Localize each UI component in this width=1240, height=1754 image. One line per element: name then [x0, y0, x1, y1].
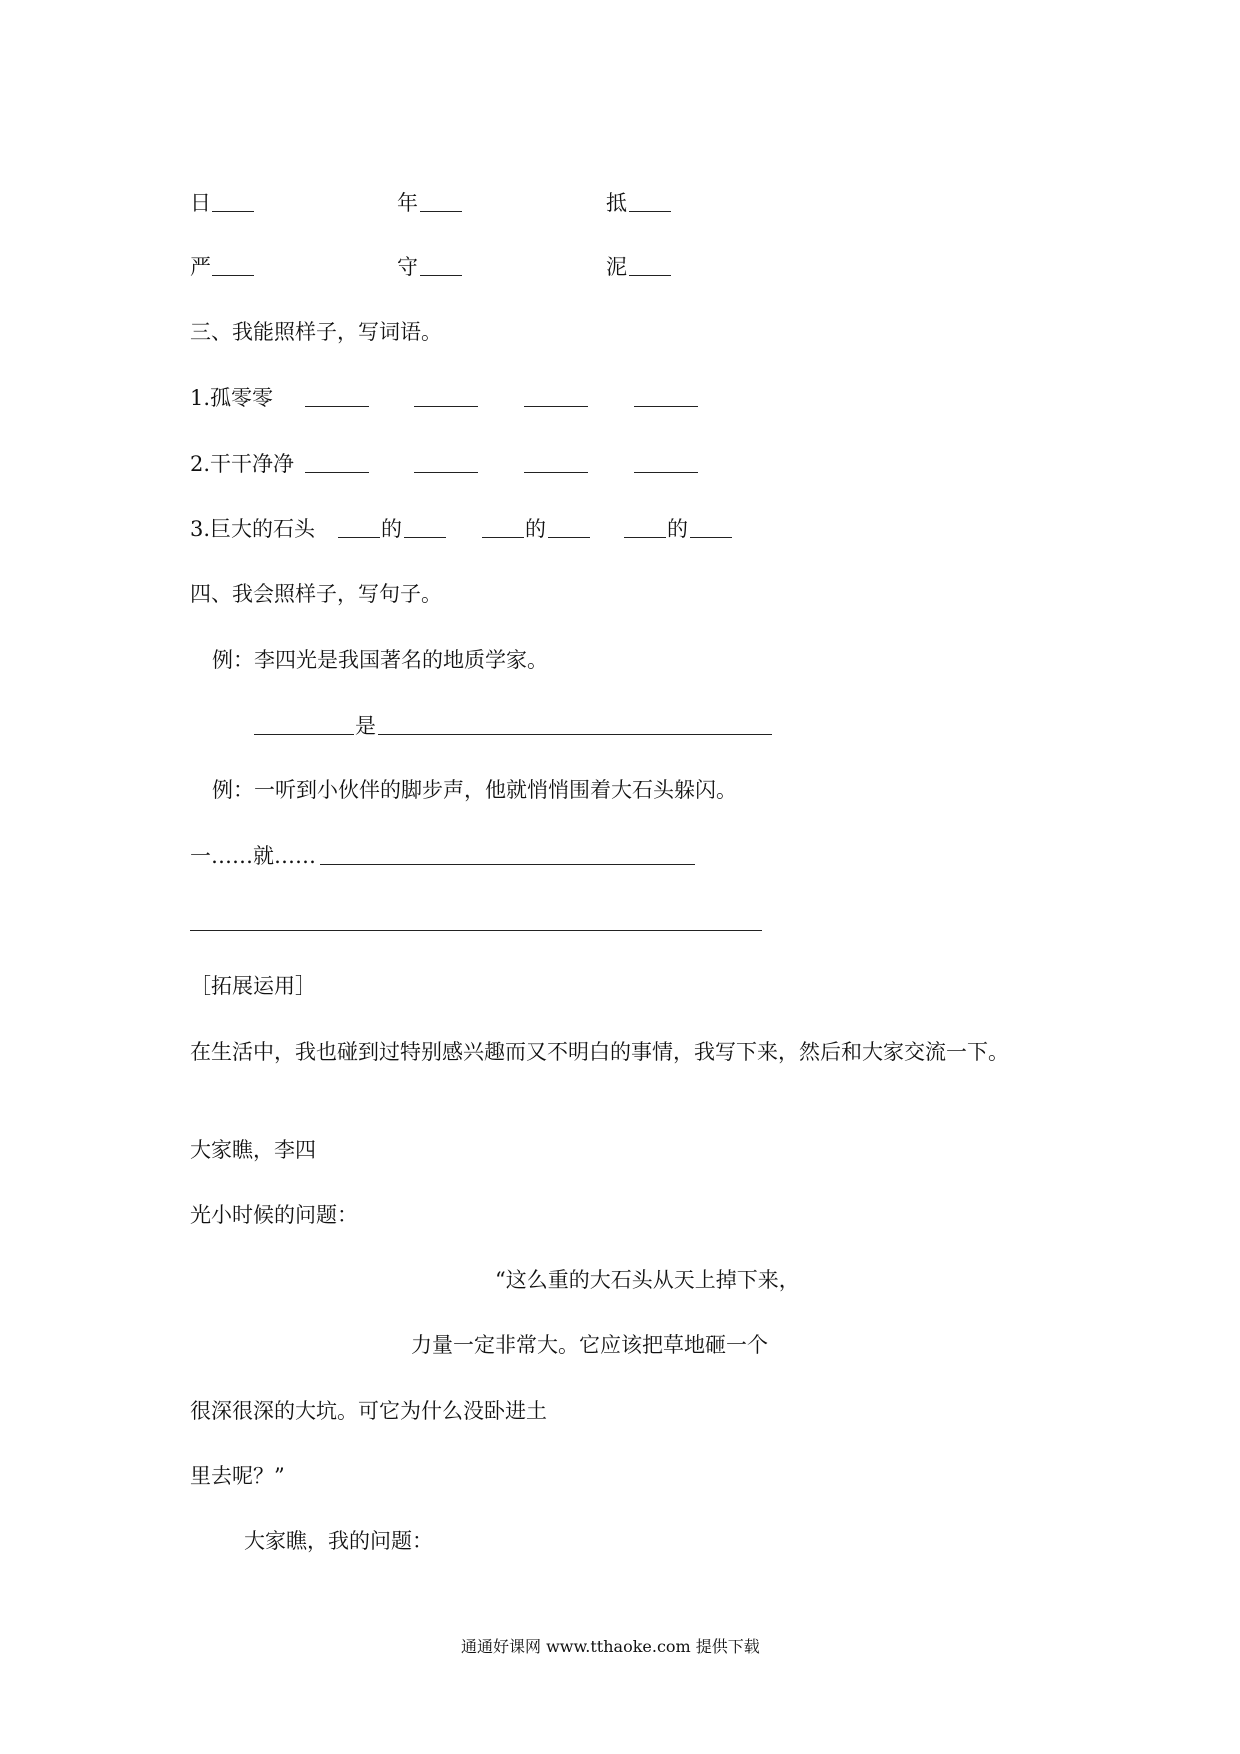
example-1: 例：李四光是我国著名的地质学家。: [212, 648, 548, 672]
blank-line: [404, 537, 446, 538]
extension-intro: 在生活中，我也碰到过特别感兴趣而又不明白的事情，我写下来，然后和大家交流一下。: [190, 1040, 1009, 1064]
item1-label: 1.孤零零: [190, 386, 274, 410]
char-nian: 年: [397, 191, 418, 215]
de-char: 的: [381, 517, 402, 541]
example-2: 例：一听到小伙伴的脚步声，他就悄悄围着大石头躲闪。: [212, 778, 737, 802]
section3-heading: 三、我能照样子，写词语。: [190, 320, 442, 344]
blank-line: [548, 537, 590, 538]
blank-line: [634, 406, 698, 407]
blank-line: [212, 211, 254, 212]
char-ri: 日: [190, 191, 211, 215]
blank-line: [338, 537, 380, 538]
char-shou: 守: [397, 255, 418, 279]
extension-line-1: 大家瞧，李四: [190, 1138, 316, 1162]
blank-line: [305, 472, 369, 473]
blank-line: [420, 275, 462, 276]
my-question: 大家瞧，我的问题：: [244, 1529, 433, 1553]
blank-line: [212, 275, 254, 276]
shi-char: 是: [355, 714, 376, 738]
blank-line: [524, 472, 588, 473]
blank-line: [320, 864, 695, 865]
blank-line: [629, 211, 671, 212]
char-ni: 泥: [606, 255, 627, 279]
yi-jiu-label: 一……就……: [190, 844, 316, 868]
quote-line-3: 很深很深的大坑。可它为什么没卧进土: [190, 1399, 547, 1423]
item2-label: 2.干干净净: [190, 452, 295, 476]
item3-label: 3.巨大的石头: [190, 517, 316, 541]
quote-line-1: “这么重的大石头从天上掉下来，: [495, 1268, 800, 1292]
blank-line: [624, 537, 666, 538]
blank-line: [414, 472, 478, 473]
blank-line: [305, 406, 369, 407]
section4-heading: 四、我会照样子，写句子。: [190, 582, 442, 606]
blank-line: [690, 537, 732, 538]
char-di: 抵: [606, 191, 627, 215]
de-char: 的: [525, 517, 546, 541]
blank-line: [254, 734, 354, 735]
quote-line-2: 力量一定非常大。它应该把草地砸一个: [411, 1333, 768, 1357]
page-footer: 通通好课网 www.tthaoke.com 提供下载: [461, 1637, 760, 1656]
blank-line: [524, 406, 588, 407]
blank-line: [378, 734, 772, 735]
extension-line-2: 光小时候的问题：: [190, 1203, 358, 1227]
answer-line: [190, 930, 762, 931]
extension-heading: ［拓展运用］: [190, 974, 316, 998]
blank-line: [482, 537, 524, 538]
quote-line-4: 里去呢？”: [190, 1464, 285, 1488]
blank-line: [420, 211, 462, 212]
char-yan: 严: [190, 255, 211, 279]
blank-line: [634, 472, 698, 473]
blank-line: [629, 275, 671, 276]
blank-line: [414, 406, 478, 407]
de-char: 的: [667, 517, 688, 541]
